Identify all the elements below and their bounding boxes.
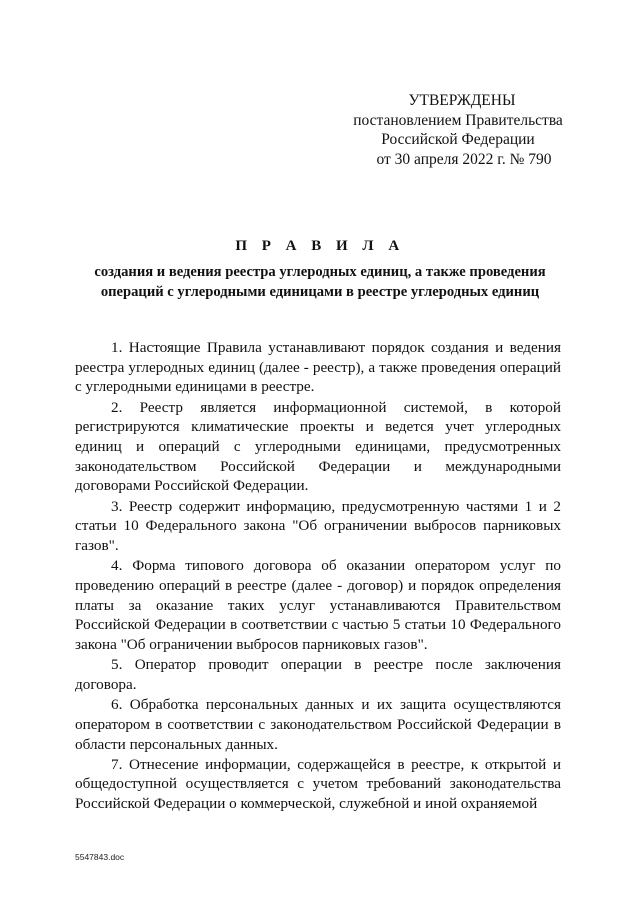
file-reference: 5547843.doc [75, 852, 125, 862]
subtitle-line-2: операций с углеродными единицами в реестре углеродных единиц [100, 283, 540, 300]
paragraph-7: 7. Отнесение информации, содержащейся в реестре, к открытой и общедоступной осуществляется с учетом требований законодательства Российской Федерации о коммерческой, служебной и иной охраняемой [75, 755, 561, 813]
paragraph-2: 2. Реестр является информационной системой, в которой регистрируются климатические проекты и ведется учет углеродных единиц и операций с углеродными единицами, предусмотренных законодательством Российской Федерации и международными договорами Российской Федерации. [75, 398, 561, 495]
paragraph-3: 3. Реестр содержит информацию, предусмотренную частями 1 и 2 статьи 10 Федерального закона "Об ограничении выбросов парниковых газов". [75, 497, 561, 555]
approval-date-number: от 30 апреля 2022 г. № 790 [376, 150, 552, 168]
approval-authority: постановлением Правительства [353, 111, 563, 129]
paragraph-4: 4. Форма типового договора об оказании оператором услуг по проведению операций в реестре (далее - договор) и порядок определения платы за оказание таких услуг устанавливаются Правительством Российской Федерации в соответствии с частью 5 статьи 10 Федерального закона "Об ограничении выбросов парниковых газов". [75, 557, 561, 654]
approval-block [338, 91, 578, 169]
subtitle-line-1: создания и ведения реестра углеродных единиц, а также проведения [94, 264, 546, 280]
document-body [75, 338, 561, 814]
approval-government: Российской Федерации [381, 131, 535, 148]
document-title: П Р А В И Л А [235, 238, 405, 254]
paragraph-1: 1. Настоящие Правила устанавливают порядок создания и ведения реестра углеродных единиц (далее - реестр), а также проведения операций с углеродными единицами в реестре. [75, 339, 561, 396]
document-subtitle [60, 263, 580, 302]
paragraph-6: 6. Обработка персональных данных и их защита осуществляются оператором в соответствии с законодательством Российской Федерации в области персональных данных. [75, 696, 561, 753]
paragraph-5: 5. Оператор проводит операции в реестре после заключения договора. [75, 656, 561, 693]
approval-heading: УТВЕРЖДЕНЫ [408, 92, 516, 109]
